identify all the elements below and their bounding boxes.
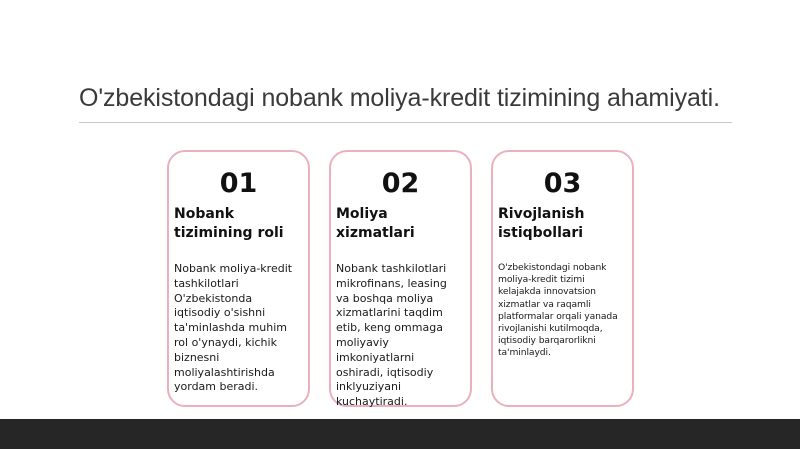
footer-bar [0,419,800,449]
card-number: 03 [543,168,582,199]
card-heading: Nobank tizimining roli [174,206,284,241]
info-card-1 [167,150,310,407]
card-body: O'zbekistondagi nobank moliya-kredit tizimi kelajakda innovatsion xizmatlar va raqamli platformalar orqali yanada rivojlanishi kutilmoqda, iqtisodiy barqarorlikni ta'minlaydi. [498,262,618,359]
card-number: 01 [219,168,258,199]
card-heading: Rivojlanish istiqbollari [498,206,585,241]
info-card-3 [491,150,634,407]
card-body: Nobank tashkilotlari mikrofinans, leasing va boshqa moliya xizmatlarini taqdim etib, keng ommaga moliyaviy imkoniyatlarni oshiradi, iqtisodiy inklyuziyani kuchaytiradi. [336,262,447,409]
title-divider [79,122,732,123]
slide-title: O'zbekistondagi nobank moliya-kredit tizimining ahamiyati. [79,84,720,112]
card-heading: Moliya xizmatlari [336,206,415,241]
card-body: Nobank moliya-kredit tashkilotlari O'zbekistonda iqtisodiy o'sishni ta'minlashda muhim rol o'ynaydi, kichik biznesni moliyalashtirishda yordam beradi. [174,262,293,394]
info-card-2 [329,150,472,407]
card-number: 02 [381,168,420,199]
